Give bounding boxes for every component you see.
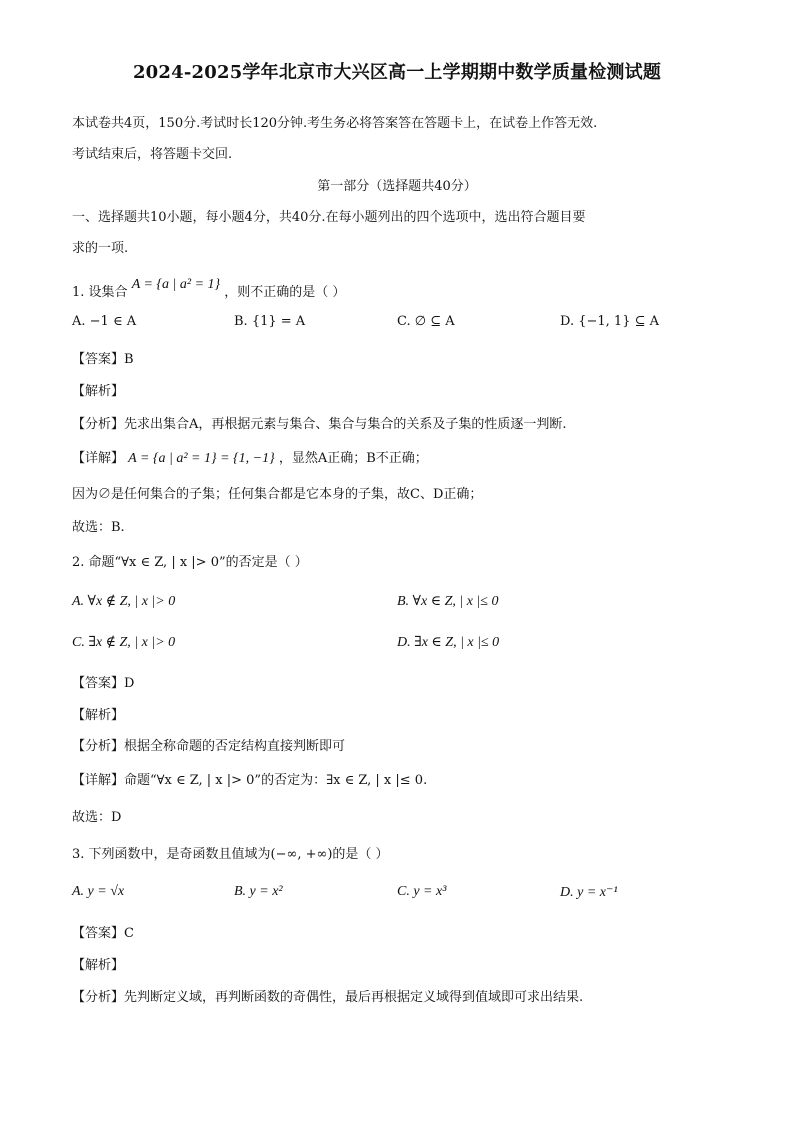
question-2-answer: 【答案】D — [72, 676, 135, 691]
question-1-xiangjie-label: 【详解】 — [72, 451, 125, 466]
question-1-option-b: B. {1} = A — [234, 314, 306, 329]
question-3-option-a: A. y = √x — [72, 884, 125, 899]
question-2-xiangjie: 【详解】命题“∀x ∈ Z, | x |> 0”的否定为：∃x ∈ Z, | x |≤ 0. — [72, 773, 428, 788]
question-2-conclusion: 故选：D — [72, 810, 122, 825]
question-1-xiangjie — [72, 447, 428, 467]
question-3-stem: 3. 下列函数中，是奇函数且值域为(−∞, +∞)的是（ ） — [72, 847, 389, 862]
question-1-analysis-label: 【解析】 — [72, 384, 125, 399]
question-2-option-d: D. ∃x ∈ Z, | x |≤ 0 — [397, 635, 500, 650]
question-1-conclusion: 故选：B. — [72, 520, 125, 535]
section-line-1: 一、选择题共10小题，每小题4分，共40分.在每小题列出的四个选项中，选出符合题目要 — [72, 210, 586, 225]
question-1-suffix: ，则不正确的是（ ） — [224, 285, 346, 300]
intro-line-2: 考试结束后，将答题卡交回. — [72, 147, 233, 162]
intro-line-1: 本试卷共4页，150分.考试时长120分钟.考生务必将答案答在答题卡上，在试卷上作答无效. — [72, 116, 598, 131]
question-3-option-c: C. y = x³ — [397, 884, 447, 899]
question-3-analysis-label: 【解析】 — [72, 958, 125, 973]
question-1-stem — [72, 277, 346, 301]
question-1-option-d: D. {−1, 1} ⊆ A — [560, 314, 660, 329]
question-3-option-b: B. y = x² — [234, 884, 283, 899]
question-1-formula: A = {a | a² = 1} — [131, 277, 221, 292]
question-1-xiangjie-formula: A = {a | a² = 1} = {1, −1} — [128, 451, 275, 466]
question-3-option-d: D. y = x⁻¹ — [560, 885, 618, 900]
question-1-because: 因为∅是任何集合的子集；任何集合都是它本身的子集，故C、D正确； — [72, 487, 483, 502]
part-title: 第一部分（选择题共40分） — [317, 179, 477, 194]
question-2-fenxi: 【分析】根据全称命题的否定结构直接判断即可 — [72, 739, 346, 754]
question-1-option-a: A. −1 ∈ A — [72, 314, 137, 329]
question-3-fenxi: 【分析】先判断定义域，再判断函数的奇偶性，最后再根据定义域得到值域即可求出结果. — [72, 990, 584, 1005]
question-1-answer: 【答案】B — [72, 352, 134, 367]
question-1-option-c: C. ∅ ⊆ A — [397, 314, 455, 329]
question-1-prefix: 1. 设集合 — [72, 285, 128, 300]
question-2-option-b: B. ∀x ∈ Z, | x |≤ 0 — [397, 594, 499, 609]
question-3-answer: 【答案】C — [72, 926, 134, 941]
question-2-option-c: C. ∃x ∉ Z, | x |> 0 — [72, 635, 176, 650]
question-1-fenxi: 【分析】先求出集合A，再根据元素与集合、集合与集合的关系及子集的性质逐一判断. — [72, 417, 567, 432]
question-2-option-a: A. ∀x ∉ Z, | x |> 0 — [72, 594, 176, 609]
question-1-xiangjie-rest: ，显然A正确；B不正确； — [278, 451, 428, 466]
question-2-stem: 2. 命题“∀x ∈ Z, | x |> 0”的否定是（ ） — [72, 555, 308, 570]
question-2-analysis-label: 【解析】 — [72, 708, 125, 723]
page-title: 2024-2025学年北京市大兴区高一上学期期中数学质量检测试题 — [132, 62, 662, 83]
section-line-2: 求的一项. — [72, 241, 129, 256]
